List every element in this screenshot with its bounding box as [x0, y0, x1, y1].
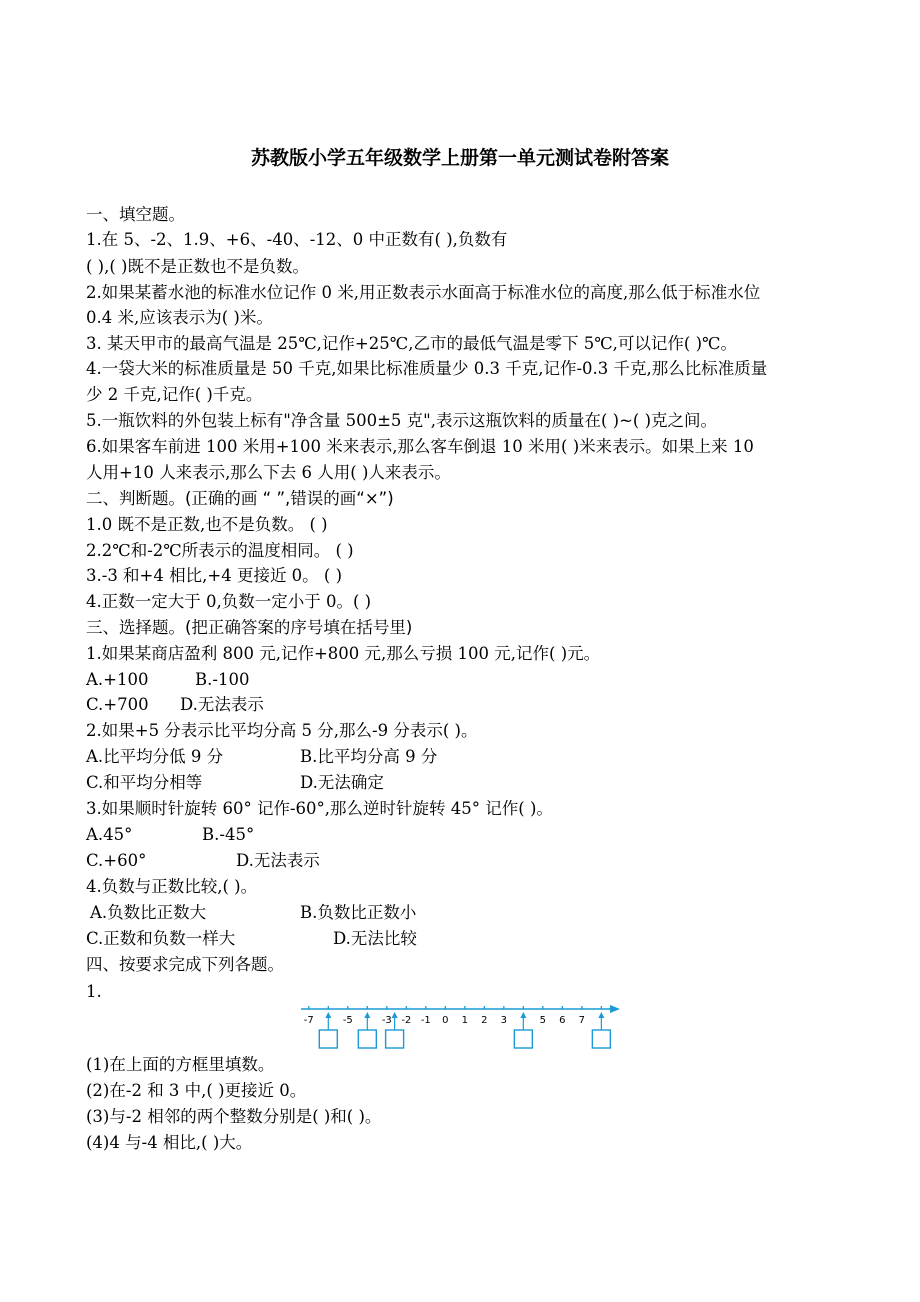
section-heading-true-false: 二、判断题。(正确的画 “ ”,错误的画“×”)	[86, 489, 394, 508]
option: C.+60°	[86, 851, 147, 870]
section-heading-multiple-choice: 三、选择题。(把正确答案的序号填在括号里)	[86, 618, 413, 637]
question-line: 1.在 5、-2、1.9、+6、-40、-12、0 中正数有( ),负数有	[86, 230, 508, 249]
pointer-arrowhead	[364, 1012, 370, 1018]
question-line: 6.如果客车前进 100 米用+100 米来表示,那么客车倒退 10 米用( )米来表示。如果上来 10	[86, 437, 754, 456]
tick-label: 7	[578, 1015, 586, 1026]
answer-box	[319, 1030, 337, 1048]
answer-box	[358, 1030, 376, 1048]
tick-label: -3	[381, 1015, 392, 1026]
option: D.无法确定	[300, 773, 384, 792]
tick-label: -2	[401, 1015, 412, 1026]
option: A.负数比正数大	[90, 903, 207, 922]
pointer-arrowhead	[392, 1012, 398, 1018]
option: D.无法比较	[333, 929, 417, 948]
tick-label: 2	[481, 1015, 488, 1026]
sub-question: (4)4 与-4 相比,( )大。	[86, 1133, 253, 1152]
question-line: 1.0 既不是正数,也不是负数。 ( )	[86, 515, 328, 534]
tick-label: -1	[420, 1015, 431, 1026]
question-stem: 2.如果+5 分表示比平均分高 5 分,那么-9 分表示( )。	[86, 721, 478, 740]
sub-question: (3)与-2 相邻的两个整数分别是( )和( )。	[86, 1107, 382, 1126]
question-stem: 3.如果顺时针旋转 60° 记作-60°,那么逆时针旋转 45° 记作( )。	[86, 799, 553, 818]
option-row	[86, 850, 320, 872]
option: B.负数比正数小	[300, 903, 417, 922]
question-line: 4.正数一定大于 0,负数一定小于 0。( )	[86, 592, 372, 611]
question-line: 0.4 米,应该表示为( )米。	[86, 308, 273, 327]
option-row	[86, 928, 417, 950]
question-line: 少 2 千克,记作( )千克。	[86, 385, 263, 404]
tick-label: 1	[461, 1015, 469, 1026]
question-line: 3.-3 和+4 相比,+4 更接近 0。 ( )	[86, 566, 343, 585]
option-row	[86, 824, 254, 846]
option-row	[86, 694, 264, 716]
page-title: 苏教版小学五年级数学上册第一单元测试卷附答案	[250, 147, 669, 169]
question-line: 3. 某天甲市的最高气温是 25℃,记作+25℃,乙市的最低气温是零下 5℃,可以记作( )℃。	[86, 334, 737, 353]
question-line: 4.一袋大米的标准质量是 50 千克,如果比标准质量少 0.3 千克,记作-0.3 千克,那么比标准质量	[86, 359, 768, 378]
question-line: 人用+10 人来表示,那么下去 6 人用( )人来表示。	[86, 463, 451, 482]
tick-label: 6	[559, 1015, 566, 1026]
question-line: ( ),( )既不是正数也不是负数。	[86, 257, 309, 276]
option: A.45°	[86, 825, 133, 844]
pointer-arrowhead	[325, 1012, 331, 1018]
section-heading-tasks: 四、按要求完成下列各题。	[86, 955, 284, 974]
option: B.-100	[195, 670, 250, 689]
number-line-figure	[295, 998, 625, 1052]
sub-question: (1)在上面的方框里填数。	[86, 1055, 275, 1074]
answer-box	[592, 1030, 610, 1048]
option: A.比平均分低 9 分	[86, 747, 224, 766]
question-line: 5.一瓶饮料的外包装上标有"净含量 500±5 克",表示这瓶饮料的质量在( )~( )克之间。	[86, 411, 718, 430]
question-line: 2.2℃和-2℃所表示的温度相同。 ( )	[86, 541, 354, 560]
tick-label: 3	[500, 1015, 508, 1026]
option: C.正数和负数一样大	[86, 929, 236, 948]
option: B.比平均分高 9 分	[300, 747, 438, 766]
sub-question: (2)在-2 和 3 中,( )更接近 0。	[86, 1081, 307, 1100]
option: D.无法表示	[180, 695, 264, 714]
question-line: 2.如果某蓄水池的标准水位记作 0 米,用正数表示水面高于标准水位的高度,那么低于标准水位	[86, 283, 761, 302]
option: A.+100	[86, 670, 149, 689]
option-row	[90, 902, 416, 924]
option: C.+700	[86, 695, 149, 714]
question-number: 1.	[86, 982, 102, 1001]
option-row	[86, 746, 437, 768]
tick-label: -5	[342, 1015, 353, 1026]
tick-label: 0	[442, 1015, 449, 1026]
answer-box	[386, 1030, 404, 1048]
question-stem: 1.如果某商店盈利 800 元,记作+800 元,那么亏损 100 元,记作( )元。	[86, 644, 601, 663]
option: C.和平均分相等	[86, 773, 203, 792]
answer-box	[514, 1030, 532, 1048]
pointer-arrowhead	[598, 1012, 604, 1018]
option: B.-45°	[202, 825, 255, 844]
section-heading-fill-in: 一、填空题。	[86, 205, 185, 224]
question-stem: 4.负数与正数比较,( )。	[86, 877, 258, 896]
axis-arrowhead	[610, 1005, 620, 1013]
tick-label: 5	[539, 1015, 547, 1026]
option-row	[86, 772, 384, 794]
option: D.无法表示	[236, 851, 320, 870]
option-row	[86, 669, 249, 691]
pointer-arrowhead	[520, 1012, 526, 1018]
tick-label: -7	[303, 1015, 314, 1026]
